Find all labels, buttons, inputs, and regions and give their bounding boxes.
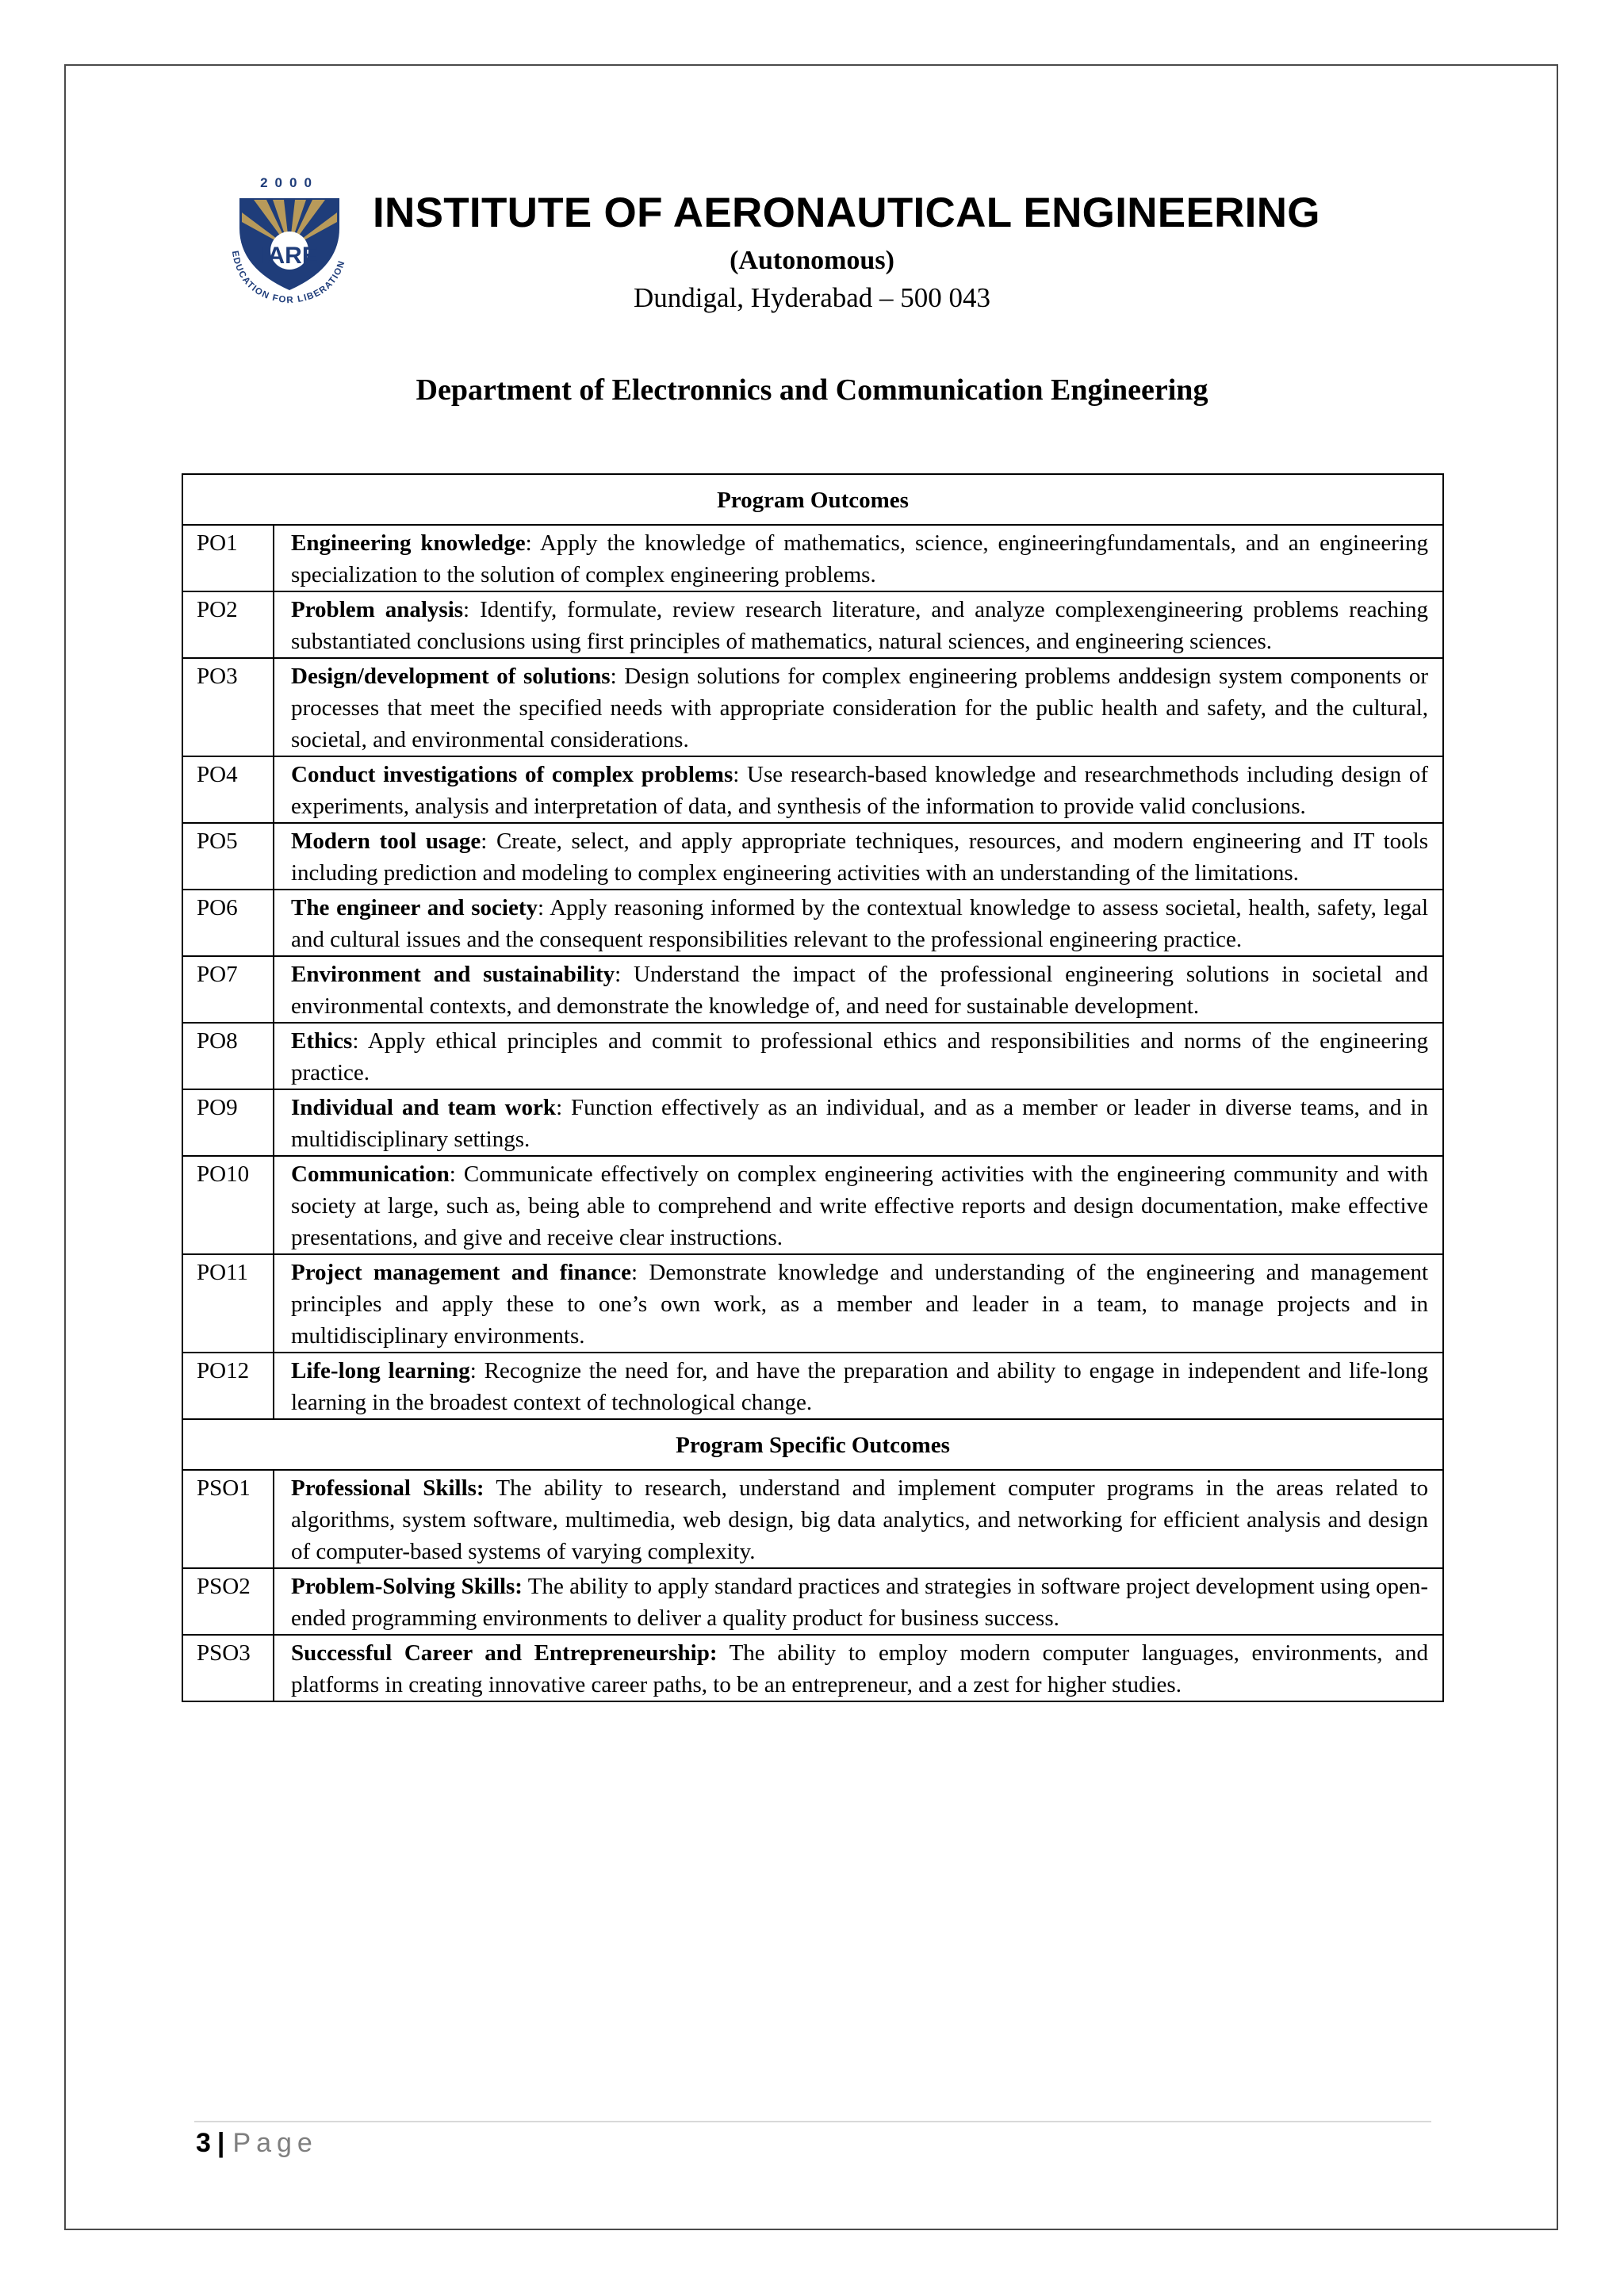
po-term-separator: : [469,1358,485,1383]
page-label: Page [232,2128,318,2158]
po-text: Demonstrate knowledge and understanding of the engineering and management principles and apply these to one’s own work, as a member and leader in a team, to manage projects and in multidisciplinary environments. [291,1260,1428,1349]
pso-term-separator [718,1640,730,1666]
po-term: The engineer and society [291,895,538,920]
pso-code: PSO3 [182,1635,274,1701]
po-row [182,658,1443,756]
po-description [274,823,1443,890]
po-code: PO12 [182,1353,274,1419]
pso-row [182,1568,1443,1635]
po-description [274,956,1443,1023]
po-term-separator: : [537,895,550,920]
po-text: Use research-based knowledge and researchmethods including design of experiments, analysis and interpretation of data, and synthesis of the information to provide valid conclusions. [291,762,1429,819]
institute-name: INSTITUTE OF AERONAUTICAL ENGINEERING [373,189,1320,236]
po-text: Apply the knowledge of mathematics, science, engineeringfundamentals, and an engineering specialization to the solution of complex engineering problems. [291,530,1428,587]
po-term-separator: : [615,962,634,987]
institute-address: Dundigal, Hyderabad – 500 043 [633,282,991,313]
po-term-separator: : [525,530,540,556]
po-description [274,658,1443,756]
po-term: Problem analysis [291,597,464,622]
po-text: Understand the impact of the professional engineering solutions in societal and environmental contexts, and demonstrate the knowledge of, and need for sustainable development. [291,962,1428,1019]
po-term: Project management and finance [291,1260,632,1285]
po-text: Apply reasoning informed by the contextual knowledge to assess societal, health, safety, legal and cultural issues and the consequent responsibilities relevant to the professional engineering practice. [291,895,1428,952]
po-code: PO6 [182,890,274,956]
po-row [182,890,1443,956]
pso-description [274,1635,1443,1701]
po-text: Communicate effectively on complex engineering activities with the engineering community and with society at large, such as, being able to comprehend and write effective reports and design documentation, make effective presentations, and give and receive clear instructions. [291,1161,1428,1250]
po-code: PO11 [182,1254,274,1353]
po-description [274,1089,1443,1156]
po-description [274,756,1443,823]
pso-row [182,1635,1443,1701]
po-term: Life-long learning [291,1358,470,1383]
po-code: PO2 [182,591,274,658]
logo-year: 2000 [260,175,319,190]
po-row [182,1023,1443,1089]
po-term: Individual and team work [291,1095,557,1120]
po-text: Function effectively as an individual, and as a member or leader in diverse teams, and in multidisciplinary settings. [291,1095,1429,1152]
po-row [182,1156,1443,1254]
po-term: Environment and sustainability [291,962,615,987]
pso-code: PSO2 [182,1568,274,1635]
po-term-separator: : [463,597,481,622]
po-description [274,1023,1443,1089]
program-specific-outcomes-heading: Program Specific Outcomes [182,1419,1443,1470]
po-text: Design solutions for complex engineering problems anddesign system components or processes that meet the specified needs with appropriate consideration for the public health and safety, and the cultural, societal, and environmental considerations. [291,664,1428,752]
pso-text: The ability to research, understand and implement computer programs in the areas related to algorithms, system software, multimedia, web design, big data analytics, and networking for efficient analysis and design of computer-based systems of varying complexity. [291,1475,1428,1564]
po-row [182,1254,1443,1353]
po-term-separator: : [449,1161,464,1187]
department-title: Department of Electronnics and Communication Engineering [416,373,1208,407]
po-row [182,823,1443,890]
po-text: Apply ethical principles and commit to professional ethics and responsibilities and norms of the engineering practice. [291,1028,1428,1085]
logo-name: IARE [261,243,318,269]
po-row [182,591,1443,658]
po-code: PO7 [182,956,274,1023]
po-term: Engineering knowledge [291,530,526,556]
po-text: Create, select, and apply appropriate techniques, resources, and modern engineering and IT tools including prediction and modeling to complex engineering activities with an understanding of the limitations. [291,828,1428,886]
po-description [274,1156,1443,1254]
pso-term: Professional Skills: [291,1475,485,1501]
program-outcomes-heading-row [182,474,1443,525]
po-description [274,890,1443,956]
po-term: Modern tool usage [291,828,481,854]
pso-term: Problem-Solving Skills: [291,1574,523,1599]
po-text: Recognize the need for, and have the preparation and ability to engage in independent and life-long learning in the broadest context of technological change. [291,1358,1428,1415]
po-term-separator: : [352,1028,368,1054]
po-code: PO10 [182,1156,274,1254]
program-specific-outcomes-heading-row [182,1419,1443,1470]
po-text: Identify, formulate, review research literature, and analyze complexengineering problems reaching substantiated conclusions using first principles of mathematics, natural sciences, and engineering sciences. [291,597,1429,654]
po-term: Communication [291,1161,450,1187]
po-term-separator: : [733,762,748,787]
po-description [274,1353,1443,1419]
po-row [182,756,1443,823]
po-row [182,1089,1443,1156]
po-term-separator: : [610,664,625,689]
pso-text: The ability to employ modern computer languages, environments, and platforms in creating innovative career paths, to be an entrepreneur, and a zest for higher studies. [291,1640,1428,1697]
pso-text: The ability to apply standard practices and strategies in software project development using open-ended programming environments to deliver a quality product for business success. [291,1574,1429,1631]
po-row [182,956,1443,1023]
po-term: Design/development of solutions [291,664,611,689]
footer-divider [194,2121,1431,2122]
program-outcomes-heading: Program Outcomes [182,474,1443,525]
logo-motto: EDUCATION FOR LIBERATION [229,250,347,306]
po-code: PO4 [182,756,274,823]
po-code: PO3 [182,658,274,756]
po-term: Ethics [291,1028,353,1054]
po-row [182,525,1443,591]
po-code: PO5 [182,823,274,890]
po-description [274,525,1443,591]
po-code: PO1 [182,525,274,591]
po-code: PO8 [182,1023,274,1089]
footer-separator: | [216,2128,225,2158]
po-row [182,1353,1443,1419]
page-number: 3 [196,2128,211,2158]
po-description [274,1254,1443,1353]
po-term-separator: : [481,828,496,854]
pso-term-separator [523,1574,528,1599]
po-term: Conduct investigations of complex problems [291,762,733,787]
pso-row [182,1470,1443,1568]
pso-term-separator [485,1475,496,1501]
page-footer [196,2130,318,2156]
pso-code: PSO1 [182,1470,274,1568]
pso-term: Successful Career and Entrepreneurship: [291,1640,718,1666]
po-term-separator: : [556,1095,572,1120]
po-term-separator: : [631,1260,649,1285]
pso-description [274,1470,1443,1568]
outcomes-table [182,473,1444,1702]
pso-description [274,1568,1443,1635]
po-code: PO9 [182,1089,274,1156]
autonomous-label: (Autonomous) [730,246,894,275]
po-description [274,591,1443,658]
